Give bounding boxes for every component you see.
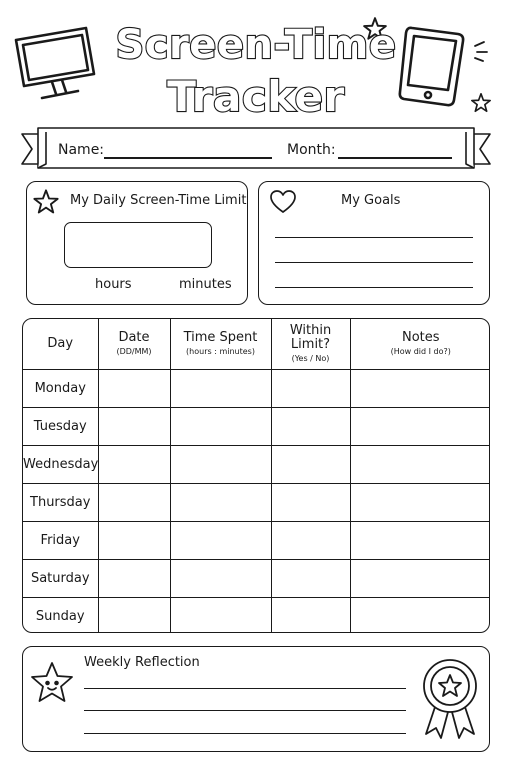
month-field[interactable] bbox=[338, 157, 452, 159]
notes-cell[interactable] bbox=[350, 369, 490, 407]
name-field[interactable] bbox=[104, 157, 272, 159]
within-limit-cell[interactable] bbox=[271, 483, 350, 521]
header-day: Day bbox=[23, 319, 98, 369]
time-spent-cell[interactable] bbox=[170, 445, 271, 483]
table-header-row bbox=[23, 319, 490, 369]
notes-cell[interactable] bbox=[350, 521, 490, 559]
notes-cell[interactable] bbox=[350, 559, 490, 597]
day-cell: Friday bbox=[23, 521, 98, 559]
heart-icon bbox=[269, 189, 297, 215]
day-cell: Monday bbox=[23, 369, 98, 407]
header-notes: Notes (How did I do?) bbox=[350, 319, 490, 369]
reflection-line[interactable] bbox=[84, 733, 406, 734]
daily-limit-input[interactable] bbox=[64, 222, 212, 268]
goals-title: My Goals bbox=[341, 193, 401, 208]
table-row bbox=[23, 369, 490, 407]
table-row bbox=[23, 521, 490, 559]
time-spent-cell[interactable] bbox=[170, 597, 271, 633]
date-cell[interactable] bbox=[98, 445, 170, 483]
date-cell[interactable] bbox=[98, 407, 170, 445]
time-spent-cell[interactable] bbox=[170, 521, 271, 559]
table-row bbox=[23, 559, 490, 597]
within-limit-cell[interactable] bbox=[271, 407, 350, 445]
header-time-spent: Time Spent (hours : minutes) bbox=[170, 319, 271, 369]
goal-line[interactable] bbox=[275, 237, 473, 238]
table-row bbox=[23, 597, 490, 633]
date-cell[interactable] bbox=[98, 483, 170, 521]
page-subtitle: Tracker bbox=[167, 72, 345, 121]
within-limit-cell[interactable] bbox=[271, 597, 350, 633]
time-spent-cell[interactable] bbox=[170, 559, 271, 597]
goal-line[interactable] bbox=[275, 287, 473, 288]
page-title: Screen-Time bbox=[115, 22, 397, 68]
day-cell: Wednesday bbox=[23, 445, 98, 483]
date-cell[interactable] bbox=[98, 369, 170, 407]
time-spent-cell[interactable] bbox=[170, 407, 271, 445]
hours-label: hours bbox=[95, 277, 132, 292]
table-row bbox=[23, 483, 490, 521]
minutes-label: minutes bbox=[179, 277, 232, 292]
table-row bbox=[23, 445, 490, 483]
reflection-line[interactable] bbox=[84, 710, 406, 711]
date-cell[interactable] bbox=[98, 597, 170, 633]
date-cell[interactable] bbox=[98, 521, 170, 559]
header-date: Date (DD/MM) bbox=[98, 319, 170, 369]
within-limit-cell[interactable] bbox=[271, 369, 350, 407]
award-ribbon-icon bbox=[418, 658, 482, 742]
weekly-reflection-title: Weekly Reflection bbox=[84, 655, 200, 670]
reflection-line[interactable] bbox=[84, 688, 406, 689]
notes-cell[interactable] bbox=[350, 483, 490, 521]
star-icon bbox=[32, 188, 60, 216]
month-label: Month: bbox=[287, 142, 336, 158]
tracker-table bbox=[22, 318, 490, 633]
time-spent-cell[interactable] bbox=[170, 483, 271, 521]
notes-cell[interactable] bbox=[350, 407, 490, 445]
day-cell: Sunday bbox=[23, 597, 98, 633]
notes-cell[interactable] bbox=[350, 597, 490, 633]
table-row bbox=[23, 407, 490, 445]
header-within-limit: Within Limit? (Yes / No) bbox=[271, 319, 350, 369]
date-cell[interactable] bbox=[98, 559, 170, 597]
day-cell: Thursday bbox=[23, 483, 98, 521]
time-spent-cell[interactable] bbox=[170, 369, 271, 407]
notes-cell[interactable] bbox=[350, 445, 490, 483]
smiling-star-icon bbox=[28, 660, 76, 706]
within-limit-cell[interactable] bbox=[271, 559, 350, 597]
name-label: Name: bbox=[58, 142, 105, 158]
day-cell: Saturday bbox=[23, 559, 98, 597]
day-cell: Tuesday bbox=[23, 407, 98, 445]
goal-line[interactable] bbox=[275, 262, 473, 263]
within-limit-cell[interactable] bbox=[271, 445, 350, 483]
daily-limit-title: My Daily Screen-Time Limit bbox=[70, 193, 247, 208]
within-limit-cell[interactable] bbox=[271, 521, 350, 559]
